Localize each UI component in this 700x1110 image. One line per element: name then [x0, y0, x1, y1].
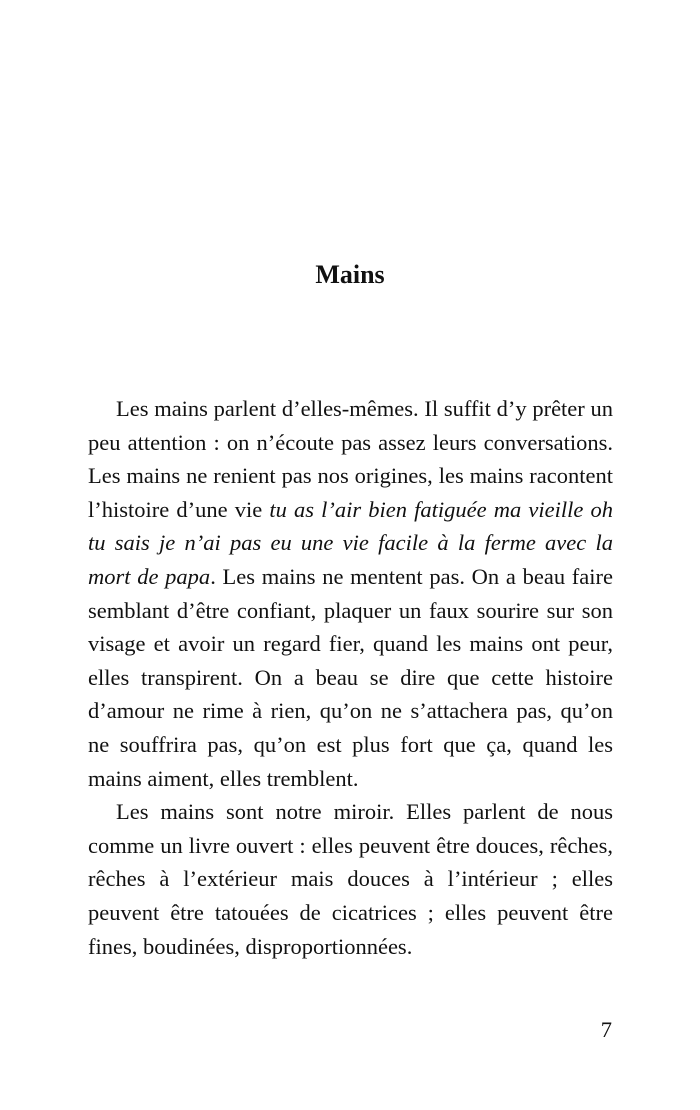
paragraph-1-italic-quote: tu as l’air bien fatiguée ma vieille oh tu sais je n’ai pas eu une vie facile à la ferme avec la mort de papa	[88, 496, 613, 589]
paragraph-2: Les mains sont notre miroir. Elles parlent de nous comme un livre ouvert : elles peuvent être douces, rêches, rêches à l’extérieur mais douces à l’intérieur ; elles peuvent être tatouées de cicatrices ; elles peuvent être fines, boudinées, disproportionnées.	[88, 799, 613, 959]
page-number: 7	[600, 1017, 612, 1042]
paragraph-1-part-1: Les mains parlent d’elles-mêmes. Il suffit d’y prêter un peu attention : on n’écoute pas assez leurs conversations. Les mains ne renient pas nos origines, les mains racontent l’histoire d’une vie	[88, 396, 613, 522]
chapter-title: Mains	[315, 260, 385, 289]
paragraph-1	[88, 392, 613, 795]
chapter-body	[88, 392, 613, 963]
paragraph-1-part-2: . Les mains ne mentent pas. On a beau faire semblant d’être confiant, plaquer un faux sourire sur son visage et avoir un regard fier, quand les mains ont peur, elles transpirent. On a beau se dire que cette histoire d’amour ne rime à rien, qu’on ne s’attachera pas, qu’on ne souffrira pas, qu’on est plus fort que ça, quand les mains aiment, elles tremblent.	[88, 563, 613, 791]
